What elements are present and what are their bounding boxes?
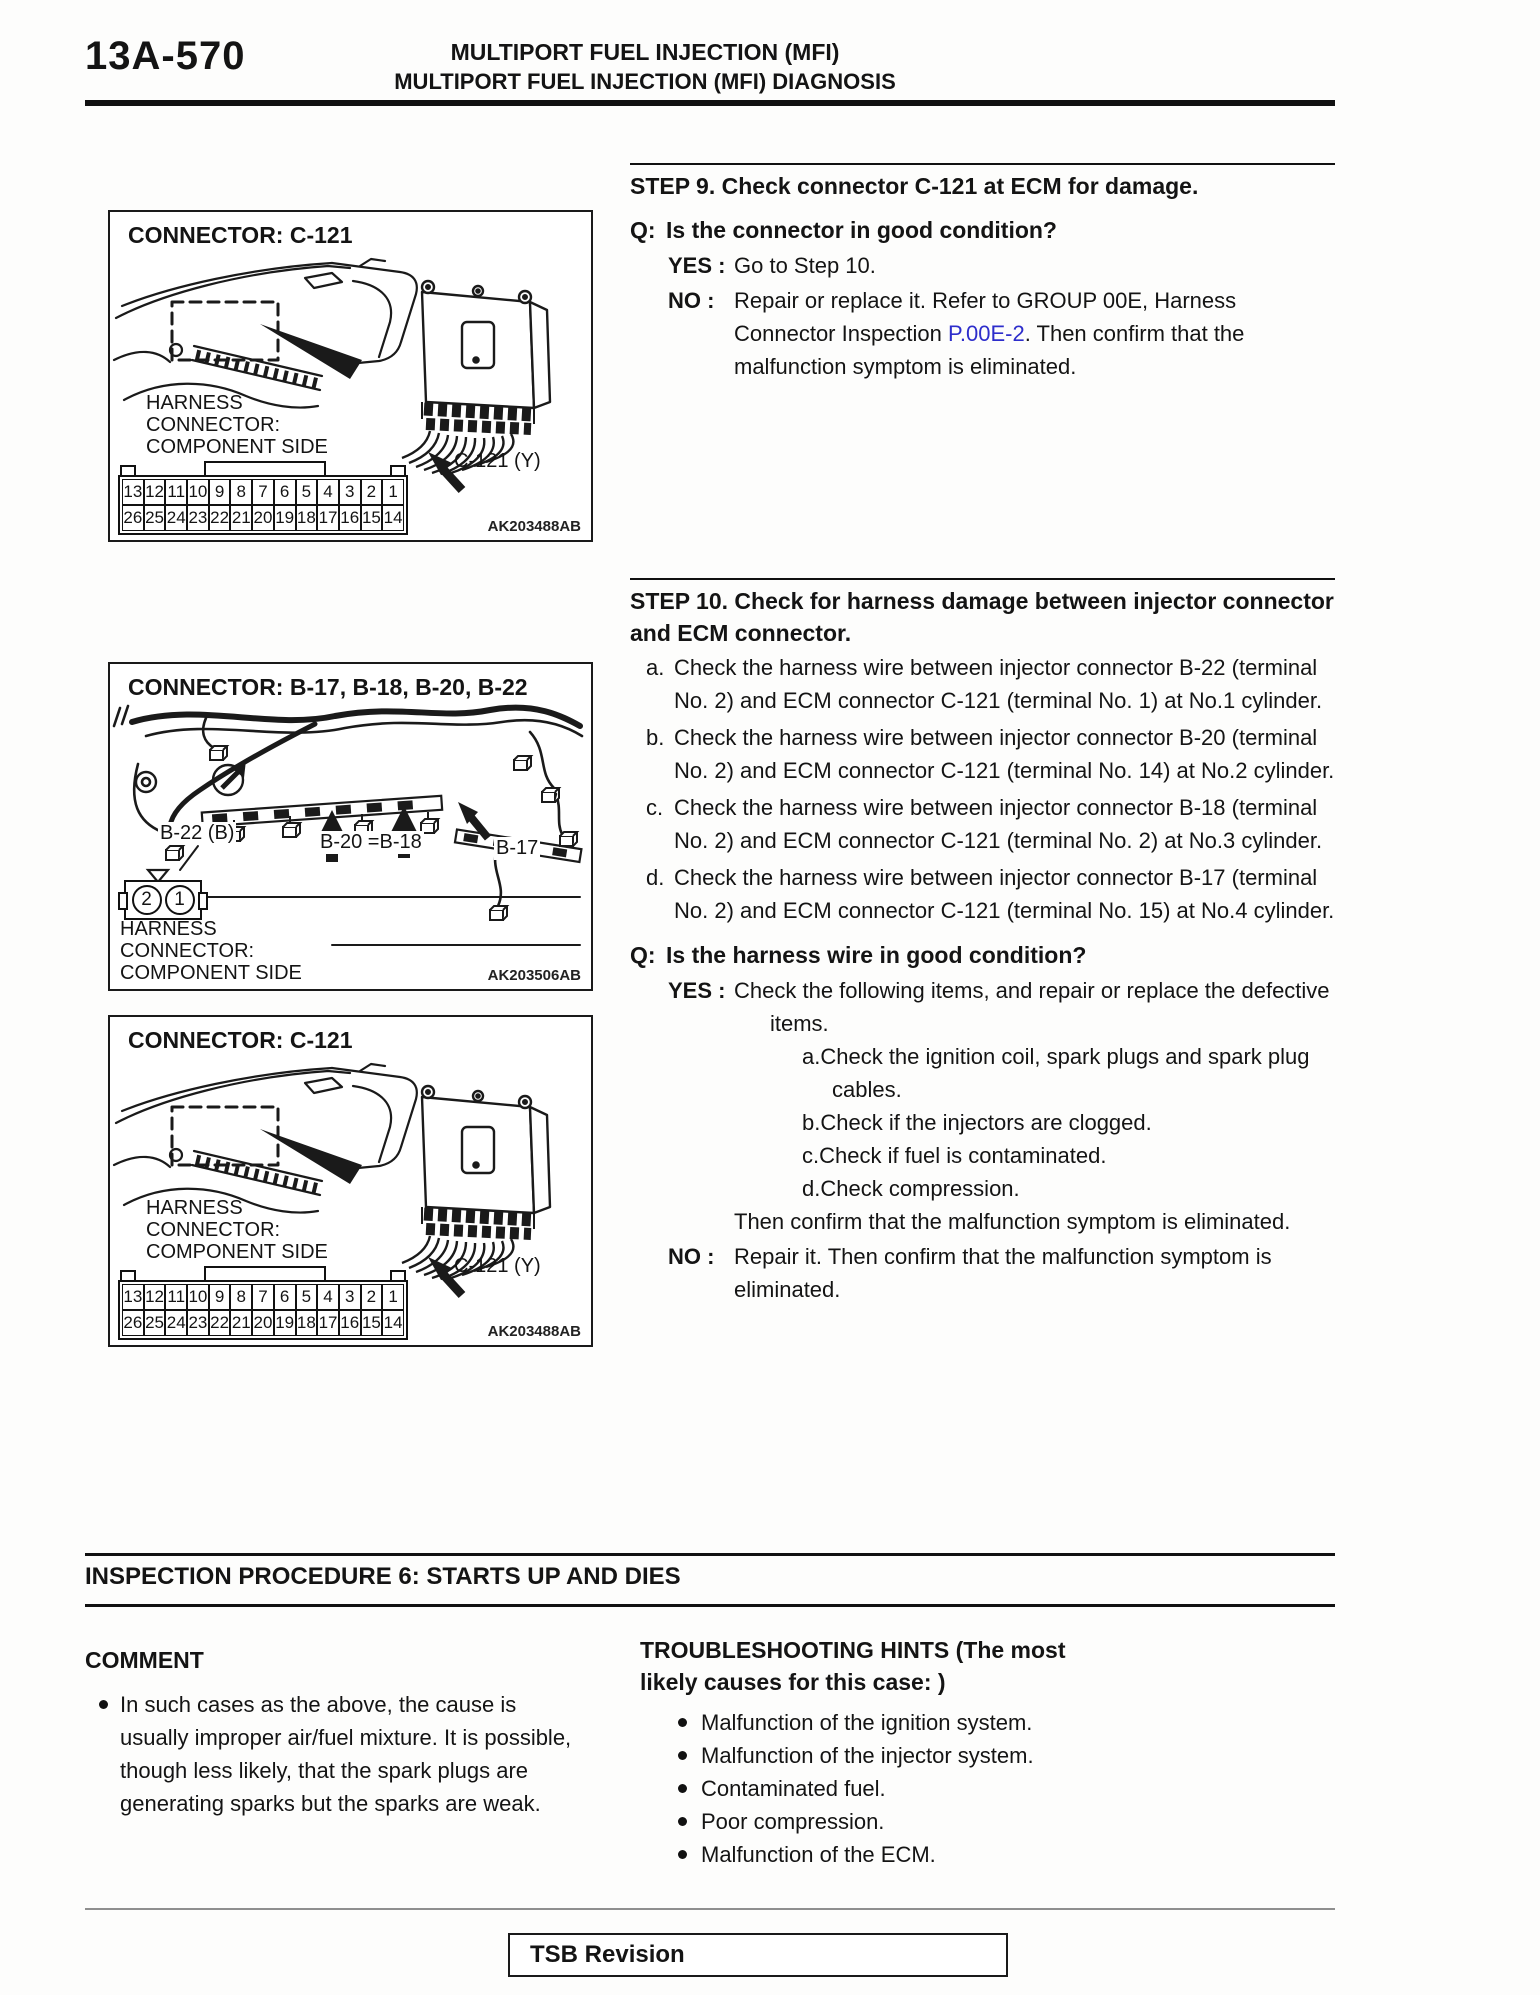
pin-cell: 4	[317, 479, 339, 505]
hint-item: Malfunction of the ECM.	[640, 1838, 1118, 1871]
tsb-revision-label: TSB Revision	[530, 1941, 685, 1968]
no-text: Repair it. Then confirm that the malfunction symptom is eliminated.	[734, 1244, 1272, 1302]
pin-cell: 4	[317, 1284, 339, 1310]
connector-outline-top	[118, 462, 408, 475]
yes-confirm: Then confirm that the malfunction symptom is eliminated.	[734, 1209, 1291, 1234]
pin-cell: 2	[361, 479, 383, 505]
question-prefix: Q:	[630, 942, 656, 968]
pin-number-table	[118, 462, 408, 535]
pin-cell: 8	[230, 479, 252, 505]
pin-cell: 26	[122, 505, 144, 531]
pin-cell: 15	[361, 505, 383, 531]
pin-cell: 7	[252, 1284, 274, 1310]
pin-cell: 17	[317, 505, 339, 531]
reference-link[interactable]: P.00E-2	[948, 321, 1025, 346]
bullet-icon	[99, 1700, 108, 1709]
pin-cell: 1	[382, 479, 404, 505]
pin-2: 2	[132, 885, 162, 915]
procedure-rule-bottom	[85, 1604, 1335, 1607]
pin-cell: 22	[209, 1310, 231, 1336]
yes-subitem: d.Check compression.	[802, 1176, 1020, 1201]
pin-cell: 18	[296, 1310, 318, 1336]
step10-title: STEP 10. Check for harness damage between injector connector and ECM connector.	[630, 588, 1334, 646]
step9-question: Q: Is the connector in good condition?	[630, 214, 1335, 246]
dashboard-sketch	[114, 1064, 417, 1213]
yes-subitem: b.Check if the injectors are clogged.	[802, 1110, 1152, 1135]
label-b17: B-17	[496, 837, 539, 859]
procedure6-title: INSPECTION PROCEDURE 6: STARTS UP AND DIES	[85, 1563, 681, 1590]
pin-cell: 20	[252, 1310, 274, 1336]
pin-cell: 13	[122, 479, 144, 505]
harness-connector-label: HARNESS CONNECTOR: COMPONENT SIDE	[146, 1197, 328, 1263]
figure-connector-injectors	[108, 662, 593, 991]
connector-callout-label: C-121 (Y)	[454, 1255, 541, 1277]
figure-title: CONNECTOR: C-121	[128, 1027, 359, 1054]
list-item: d. Check the harness wire between injector connector B-17 (terminal No. 2) and ECM connector C-121 (terminal No. 15) at No.4 cylinder.	[646, 865, 1335, 923]
pin-cell: 24	[165, 505, 187, 531]
step9-title: STEP 9. Check connector C-121 at ECM for damage.	[630, 173, 1199, 199]
pin-cell: 22	[209, 505, 231, 531]
figure-code: AK203488AB	[487, 1323, 581, 1340]
pin-cell: 2	[361, 1284, 383, 1310]
pin-row-bottom	[122, 1310, 404, 1336]
label-b20-b18: B-20 =B-18	[320, 831, 422, 853]
question-prefix: Q:	[630, 217, 656, 243]
hint-item: Malfunction of the ignition system.	[640, 1706, 1118, 1739]
pin-cell: 11	[165, 1284, 187, 1310]
pin-cell: 3	[339, 1284, 361, 1310]
pin-cell: 7	[252, 479, 274, 505]
hint-item: Poor compression.	[640, 1805, 1118, 1838]
step9-no-row	[668, 284, 1335, 383]
no-label: NO :	[668, 1244, 715, 1269]
yes-text: Check the following items, and repair or replace the defective items. a.Check the ignition coil, spark plugs and spark plug cables. b.Check if the injectors are clogged. c.Check if fuel is contaminated. d.Check compression. Then confirm that the malfunction symptom is eliminated.	[734, 974, 1335, 1238]
pin-1: 1	[165, 885, 195, 915]
pin-cell: 5	[296, 1284, 318, 1310]
no-text: Repair or replace it. Refer to GROUP 00E, Harness Connector Inspection P.00E-2. Then confirm that the malfunction symptom is eliminated.	[734, 288, 1245, 379]
hint-item: Contaminated fuel.	[640, 1772, 1118, 1805]
header-title-line2: MULTIPORT FUEL INJECTION (MFI) DIAGNOSIS	[394, 69, 896, 94]
figure-title: CONNECTOR: C-121	[128, 222, 359, 249]
pin-cell: 25	[144, 505, 166, 531]
bullet-icon	[678, 1718, 687, 1727]
yes-subitem: a.Check the ignition coil, spark plugs and spark plug cables.	[802, 1044, 1310, 1102]
step9-section	[630, 163, 1335, 385]
header-title-line1: MULTIPORT FUEL INJECTION (MFI)	[450, 39, 840, 65]
yes-label: YES :	[668, 253, 726, 278]
pin-cell: 3	[339, 479, 361, 505]
label-b22: B-22 (B)	[160, 822, 235, 844]
pin-row-top	[122, 479, 404, 505]
list-item: c. Check the harness wire between injector connector B-18 (terminal No. 2) and ECM connector C-121 (terminal No. 2) at No.3 cylinder.	[646, 795, 1323, 853]
ecm-module	[422, 1086, 550, 1213]
tsb-revision-box	[508, 1933, 1008, 1977]
comment-heading: COMMENT	[85, 1647, 204, 1673]
pin-cell: 16	[339, 505, 361, 531]
figure-connector-c121-top	[108, 210, 593, 542]
comment-bullet: In such cases as the above, the cause is usually improper air/fuel mixture. It is possible, though less likely, that the spark plugs are generating sparks but the sparks are weak.	[85, 1688, 590, 1820]
step-rule	[630, 578, 1335, 580]
connector-outline-top	[118, 1267, 408, 1280]
pin-cell: 19	[274, 1310, 296, 1336]
pin-cell: 5	[296, 479, 318, 505]
pin-number-table	[118, 1267, 408, 1340]
pin-cell: 10	[187, 479, 209, 505]
page-number: 13A-570	[85, 34, 246, 78]
troubleshooting-hints-section	[640, 1634, 1118, 1871]
pin-cell: 20	[252, 505, 274, 531]
bullet-icon	[678, 1817, 687, 1826]
pin-cell: 16	[339, 1310, 361, 1336]
step9-yes-row	[668, 249, 1335, 282]
yes-subitem: c.Check if fuel is contaminated.	[802, 1143, 1107, 1168]
pin-cell: 23	[187, 505, 209, 531]
harness-connector-label: HARNESS CONNECTOR: COMPONENT SIDE	[146, 392, 328, 458]
ecm-module	[422, 281, 550, 408]
hints-heading: TROUBLESHOOTING HINTS (The most likely causes for this case: )	[640, 1637, 1066, 1695]
step-rule	[630, 163, 1335, 165]
footer-rule	[85, 1908, 1335, 1910]
dashboard-sketch	[114, 259, 417, 408]
pin-cell: 17	[317, 1310, 339, 1336]
step10-check-list	[630, 651, 1335, 927]
pin-cell: 15	[361, 1310, 383, 1336]
pin-cell: 24	[165, 1310, 187, 1336]
bullet-icon	[678, 1751, 687, 1760]
pin-cell: 21	[230, 1310, 252, 1336]
pin-cell: 9	[209, 1284, 231, 1310]
step10-section	[630, 578, 1335, 1308]
harness-connector-label: HARNESS CONNECTOR: COMPONENT SIDE	[120, 918, 302, 984]
pin-cell: 13	[122, 1284, 144, 1310]
pin-cell: 6	[274, 1284, 296, 1310]
pin-cell: 1	[382, 1284, 404, 1310]
step10-no-row	[668, 1240, 1335, 1306]
pin-row-top	[122, 1284, 404, 1310]
header-rule	[85, 100, 1335, 106]
pin-cell: 18	[296, 505, 318, 531]
pin-cell: 21	[230, 505, 252, 531]
hint-item: Malfunction of the injector system.	[640, 1739, 1118, 1772]
figure-code: AK203488AB	[487, 518, 581, 535]
pin-cell: 26	[122, 1310, 144, 1336]
bullet-icon	[678, 1784, 687, 1793]
list-item: b. Check the harness wire between injector connector B-20 (terminal No. 2) and ECM connector C-121 (terminal No. 14) at No.2 cylinder.	[646, 725, 1335, 783]
pin-cell: 10	[187, 1284, 209, 1310]
step10-question: Q: Is the harness wire in good condition?	[630, 939, 1335, 971]
figure-code: AK203506AB	[487, 967, 581, 984]
pin-cell: 12	[144, 479, 166, 505]
connector-callout-label: C-121 (Y)	[454, 450, 541, 472]
yes-label: YES :	[668, 978, 726, 1003]
two-pin-connector	[124, 880, 202, 920]
bullet-icon	[678, 1850, 687, 1859]
figure-connector-c121-bottom	[108, 1015, 593, 1347]
pin-cell: 14	[382, 505, 404, 531]
pin-cell: 19	[274, 505, 296, 531]
yes-text: Go to Step 10.	[734, 253, 876, 278]
pin-cell: 9	[209, 479, 231, 505]
list-item: a. Check the harness wire between injector connector B-22 (terminal No. 2) and ECM connector C-121 (terminal No. 1) at No.1 cylinder.	[646, 655, 1323, 713]
header-titles	[85, 38, 1205, 96]
figure-title: CONNECTOR: B-17, B-18, B-20, B-22	[128, 674, 534, 701]
pin-cell: 14	[382, 1310, 404, 1336]
pin-cell: 6	[274, 479, 296, 505]
pin-cell: 23	[187, 1310, 209, 1336]
step10-yes-row	[668, 974, 1335, 1238]
pin-row-bottom	[122, 505, 404, 531]
no-label: NO :	[668, 288, 715, 313]
pin-cell: 12	[144, 1284, 166, 1310]
pin-cell: 25	[144, 1310, 166, 1336]
procedure-rule-top	[85, 1553, 1335, 1556]
pin-cell: 11	[165, 479, 187, 505]
comment-section	[85, 1644, 590, 1820]
pin-cell: 8	[230, 1284, 252, 1310]
